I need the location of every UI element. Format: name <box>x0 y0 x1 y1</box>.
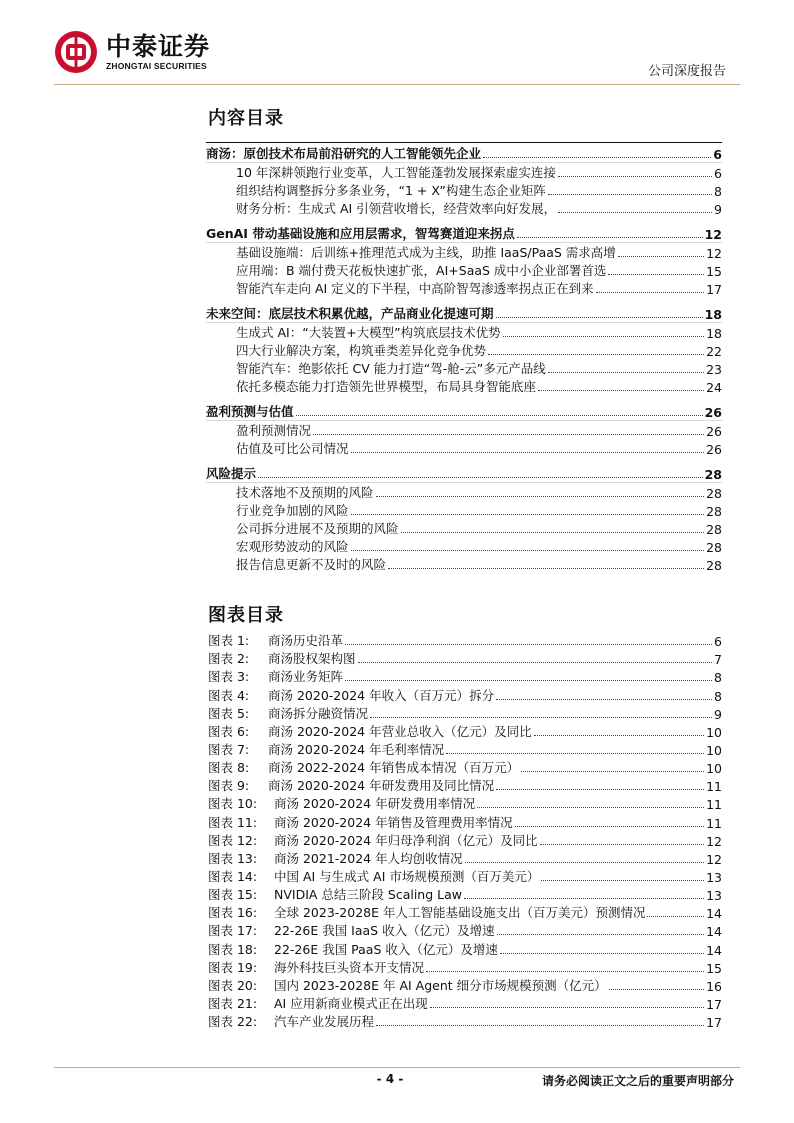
toc-entry-title: 商汤：原创技术布局前沿研究的人工智能领先企业 <box>206 146 482 161</box>
dot-leader <box>477 807 704 808</box>
figure-label: 图表 5: <box>208 705 250 721</box>
dot-leader <box>558 176 712 177</box>
figure-title: 商汤 2020-2024 年营业总收入（亿元）及同比 <box>268 723 532 739</box>
figure-title: 汽车产业发展历程 <box>274 1014 375 1030</box>
toc-subsection-entry[interactable] <box>206 279 722 297</box>
figures-heading: 图表目录 <box>208 605 284 626</box>
figure-label: 图表 21: <box>208 995 258 1011</box>
toc-entry-title: 盈利预测情况 <box>236 423 312 438</box>
toc-entry-title: 宏观形势波动的风险 <box>236 539 349 554</box>
dot-leader <box>351 452 705 453</box>
figure-label: 图表 22: <box>208 1014 258 1030</box>
figure-label: 图表 19: <box>208 959 258 975</box>
dot-leader <box>401 532 705 533</box>
dot-leader <box>558 212 712 213</box>
figure-page: 17 <box>706 996 722 1012</box>
footer-divider <box>54 1067 740 1068</box>
figure-title: 商汤业务矩阵 <box>268 669 344 685</box>
figure-title: 商汤 2020-2024 年收入（百万元）拆分 <box>268 687 495 703</box>
figure-title: 商汤拆分融资情况 <box>268 705 369 721</box>
figure-label: 图表 16: <box>208 905 258 921</box>
figure-title: 国内 2023-2028E 年 AI Agent 细分市场规模预测（亿元） <box>274 977 607 993</box>
toc-entry-page: 9 <box>714 202 722 217</box>
dot-leader <box>609 989 704 990</box>
figure-page: 9 <box>714 706 722 722</box>
dot-leader <box>496 789 704 790</box>
figure-page: 13 <box>706 869 722 885</box>
page-header <box>0 0 794 90</box>
figure-label: 图表 7: <box>208 741 250 757</box>
toc-subsection-entry[interactable] <box>206 483 722 501</box>
figure-page: 11 <box>706 797 722 813</box>
toc-entry-page: 26 <box>706 424 722 439</box>
dot-leader <box>548 372 704 373</box>
toc-entry-page: 24 <box>706 380 722 395</box>
dot-leader <box>647 916 704 917</box>
toc-entry-title: 四大行业解决方案，构筑垂类差异化竞争优势 <box>236 343 487 358</box>
dot-leader <box>446 753 704 754</box>
figure-list-entry[interactable] <box>208 704 722 722</box>
dot-leader <box>358 662 713 663</box>
figure-page: 17 <box>706 1015 722 1031</box>
dot-leader <box>483 157 711 158</box>
toc-entry-title: 智能汽车：绝影依托 CV 能力打造“驾-舱-云”多元产品线 <box>236 361 546 376</box>
dot-leader <box>496 317 703 318</box>
figure-title: 全球 2023-2028E 年人工智能基础设施支出（百万美元）预测情况 <box>274 905 646 921</box>
figure-list-entry[interactable] <box>208 631 722 649</box>
figure-list-entry[interactable] <box>208 758 722 776</box>
figure-list-entry[interactable] <box>208 667 722 685</box>
dot-leader <box>388 568 704 569</box>
toc-section-entry[interactable] <box>206 223 722 243</box>
disclaimer-note: 请务必阅读正文之后的重要声明部分 <box>541 1074 734 1088</box>
toc-entry-title: 行业竞争加剧的风险 <box>236 503 349 518</box>
toc-entry-page: 26 <box>706 442 722 457</box>
figure-title: 商汤历史沿革 <box>268 633 344 649</box>
toc-entry-page: 28 <box>706 558 722 573</box>
toc-subsection-entry[interactable] <box>206 519 722 537</box>
figure-label: 图表 6: <box>208 723 250 739</box>
company-logo <box>54 30 210 74</box>
toc-entry-page: 12 <box>706 246 722 261</box>
toc-entry-page: 12 <box>704 227 722 242</box>
figure-list-entry[interactable] <box>208 794 722 812</box>
dot-leader <box>500 953 704 954</box>
figure-list-entry[interactable] <box>208 994 722 1012</box>
dot-leader <box>376 1025 704 1026</box>
figure-label: 图表 4: <box>208 687 250 703</box>
figure-title: 商汤 2020-2024 年归母净利润（亿元）及同比 <box>274 832 538 848</box>
dot-leader <box>464 898 704 899</box>
report-type: 公司深度报告 <box>647 64 726 79</box>
figure-page: 12 <box>706 851 722 867</box>
toc-subsection-entry[interactable] <box>206 199 722 217</box>
toc-entry-title: 报告信息更新不及时的风险 <box>236 557 387 572</box>
figure-list-entry[interactable] <box>208 740 722 758</box>
toc-entry-title: 10 年深耕领跑行业变革，人工智能蓬勃发展探索虚实连接 <box>236 165 556 180</box>
figure-page: 6 <box>714 634 722 650</box>
dot-leader <box>465 862 705 863</box>
dot-leader <box>534 735 705 736</box>
dot-leader <box>376 496 705 497</box>
dot-leader <box>541 880 704 881</box>
figure-label: 图表 13: <box>208 850 258 866</box>
header-divider <box>54 84 740 85</box>
toc-section-entry[interactable] <box>206 401 722 421</box>
figure-page: 10 <box>706 742 722 758</box>
dot-leader <box>515 826 705 827</box>
figure-page: 11 <box>706 779 722 795</box>
toc-entry-page: 18 <box>704 307 722 322</box>
toc-entry-title: 技术落地不及预期的风险 <box>236 485 374 500</box>
toc-subsection-entry[interactable] <box>206 163 722 181</box>
figure-label: 图表 2: <box>208 651 250 667</box>
toc-entry-page: 23 <box>706 362 722 377</box>
figure-page: 14 <box>706 924 722 940</box>
toc-subsection-entry[interactable] <box>206 243 722 261</box>
figure-list-entry[interactable] <box>208 1012 722 1030</box>
toc-entry-title: 风险提示 <box>206 466 257 481</box>
figure-list-entry[interactable] <box>208 776 722 794</box>
figure-list-entry[interactable] <box>208 939 722 957</box>
figure-list-entry[interactable] <box>208 867 722 885</box>
figure-list-entry[interactable] <box>208 976 722 994</box>
figure-label: 图表 8: <box>208 760 250 776</box>
contents-list <box>206 142 722 573</box>
toc-entry-page: 15 <box>706 264 722 279</box>
dot-leader <box>351 514 705 515</box>
toc-subsection-entry[interactable] <box>206 359 722 377</box>
toc-subsection-entry[interactable] <box>206 555 722 573</box>
dot-leader <box>618 256 704 257</box>
figure-page: 10 <box>706 761 722 777</box>
figures-list <box>208 631 722 1030</box>
toc-subsection-entry[interactable] <box>206 181 722 199</box>
toc-entry-page: 28 <box>706 522 722 537</box>
toc-entry-page: 26 <box>704 405 722 420</box>
logo-chinese-name: 中泰证券 <box>106 31 211 61</box>
toc-entry-page: 8 <box>714 184 722 199</box>
toc-entry-page: 17 <box>706 282 722 297</box>
toc-entry-title: 依托多模态能力打造领先世界模型，布局具身智能底座 <box>236 379 537 394</box>
figure-page: 11 <box>706 815 722 831</box>
dot-leader <box>540 844 705 845</box>
toc-entry-page: 28 <box>706 504 722 519</box>
toc-subsection-entry[interactable] <box>206 501 722 519</box>
toc-entry-title: 盈利预测与估值 <box>206 404 294 419</box>
figure-page: 14 <box>706 906 722 922</box>
logo-english-name: ZHONGTAI SECURITIES <box>106 60 207 71</box>
dot-leader <box>345 680 712 681</box>
dot-leader <box>430 1007 704 1008</box>
figure-title: 海外科技巨头资本开支情况 <box>274 959 425 975</box>
figure-label: 图表 9: <box>208 778 250 794</box>
figure-label: 图表 14: <box>208 868 258 884</box>
toc-subsection-entry[interactable] <box>206 537 722 555</box>
figure-label: 图表 10: <box>208 796 258 812</box>
figure-label: 图表 11: <box>208 814 258 830</box>
figure-title: 商汤 2022-2024 年销售成本情况（百万元） <box>268 760 520 776</box>
figure-page: 7 <box>714 652 722 668</box>
dot-leader <box>488 354 704 355</box>
figure-label: 图表 15: <box>208 887 258 903</box>
figure-list-entry[interactable] <box>208 903 722 921</box>
figure-page: 8 <box>714 670 722 686</box>
figure-label: 图表 3: <box>208 669 250 685</box>
toc-entry-title: 基础设施端：后训练+推理范式成为主线，助推 IaaS/PaaS 需求高增 <box>236 245 616 260</box>
figure-title: 商汤 2020-2024 年毛利率情况 <box>268 741 445 757</box>
figure-list-entry[interactable] <box>208 722 722 740</box>
figure-title: 商汤 2020-2024 年研发费用及同比情况 <box>268 778 495 794</box>
figure-title: AI 应用新商业模式正在出现 <box>274 995 428 1011</box>
figure-page: 13 <box>706 888 722 904</box>
toc-entry-title: 公司拆分进展不及预期的风险 <box>236 521 399 536</box>
dot-leader <box>313 434 704 435</box>
toc-entry-title: 智能汽车走向 AI 定义的下半程，中高阶智驾渗透率拐点正在到来 <box>236 281 594 296</box>
figure-page: 15 <box>706 960 722 976</box>
toc-section-entry[interactable] <box>206 142 722 163</box>
toc-entry-page: 22 <box>706 344 722 359</box>
figure-title: 22-26E 我国 IaaS 收入（亿元）及增速 <box>274 923 495 939</box>
figure-list-entry[interactable] <box>208 921 722 939</box>
figure-list-entry[interactable] <box>208 958 722 976</box>
figure-page: 16 <box>706 978 722 994</box>
dot-leader <box>608 274 704 275</box>
figure-list-entry[interactable] <box>208 849 722 867</box>
dot-leader <box>517 237 703 238</box>
toc-subsection-entry[interactable] <box>206 421 722 439</box>
toc-entry-title: 生成式 AI：“大装置+大模型”构筑底层技术优势 <box>236 325 501 340</box>
figure-label: 图表 18: <box>208 941 258 957</box>
toc-entry-page: 6 <box>713 147 722 162</box>
dot-leader <box>258 477 703 478</box>
figure-label: 图表 17: <box>208 923 258 939</box>
toc-subsection-entry[interactable] <box>206 341 722 359</box>
figure-title: 商汤股权架构图 <box>268 651 356 667</box>
dot-leader <box>596 292 704 293</box>
dot-leader <box>351 550 705 551</box>
dot-leader <box>426 971 704 972</box>
dot-leader <box>370 717 712 718</box>
toc-entry-page: 6 <box>714 166 722 181</box>
zhongtai-logo-icon <box>54 30 98 74</box>
toc-entry-title: GenAI 带动基础设施和应用层需求，智驾赛道迎来拐点 <box>206 226 515 241</box>
figure-page: 12 <box>706 833 722 849</box>
figure-list-entry[interactable] <box>208 831 722 849</box>
toc-entry-title: 估值及可比公司情况 <box>236 441 349 456</box>
dot-leader <box>496 699 712 700</box>
figure-title: 中国 AI 与生成式 AI 市场规模预测（百万美元） <box>274 868 540 884</box>
figure-page: 10 <box>706 724 722 740</box>
figure-title: 商汤 2021-2024 年人均创收情况 <box>274 850 463 866</box>
contents-heading: 内容目录 <box>208 108 284 129</box>
toc-subsection-entry[interactable] <box>206 377 722 395</box>
toc-subsection-entry[interactable] <box>206 261 722 279</box>
figure-list-entry[interactable] <box>208 885 722 903</box>
figure-title: 22-26E 我国 PaaS 收入（亿元）及增速 <box>274 941 498 957</box>
figure-title: 商汤 2020-2024 年研发费用率情况 <box>274 796 476 812</box>
toc-entry-title: 组织结构调整拆分多条业务，“1 + X”构建生态企业矩阵 <box>236 183 546 198</box>
figure-label: 图表 20: <box>208 977 258 993</box>
figure-label: 图表 1: <box>208 633 250 649</box>
figure-list-entry[interactable] <box>208 812 722 830</box>
figure-list-entry[interactable] <box>208 685 722 703</box>
figure-page: 14 <box>706 942 722 958</box>
dot-leader <box>538 390 704 391</box>
toc-entry-title: 未来空间：底层技术积累优越，产品商业化提速可期 <box>206 306 494 321</box>
toc-entry-page: 28 <box>706 486 722 501</box>
figure-list-entry[interactable] <box>208 649 722 667</box>
toc-subsection-entry[interactable] <box>206 323 722 341</box>
toc-entry-page: 28 <box>706 540 722 555</box>
toc-entry-title: 应用端：B 端付费天花板快速扩张，AI+SaaS 成中小企业部署首选 <box>236 263 607 278</box>
figure-title: NVIDIA 总结三阶段 Scaling Law <box>274 887 462 903</box>
dot-leader <box>497 934 705 935</box>
toc-section-entry[interactable] <box>206 463 722 483</box>
figure-title: 商汤 2020-2024 年销售及管理费用率情况 <box>274 814 513 830</box>
dot-leader <box>548 194 712 195</box>
toc-entry-title: 财务分析：生成式 AI 引领营收增长，经营效率向好发展， <box>236 201 557 216</box>
toc-entry-page: 18 <box>706 326 722 341</box>
dot-leader <box>521 771 704 772</box>
toc-section-entry[interactable] <box>206 303 722 323</box>
figure-label: 图表 12: <box>208 832 258 848</box>
dot-leader <box>345 644 712 645</box>
page-number: - 4 - <box>376 1072 404 1086</box>
dot-leader <box>503 336 704 337</box>
toc-entry-page: 28 <box>704 467 722 482</box>
dot-leader <box>296 415 703 416</box>
figure-page: 8 <box>714 688 722 704</box>
toc-subsection-entry[interactable] <box>206 439 722 457</box>
